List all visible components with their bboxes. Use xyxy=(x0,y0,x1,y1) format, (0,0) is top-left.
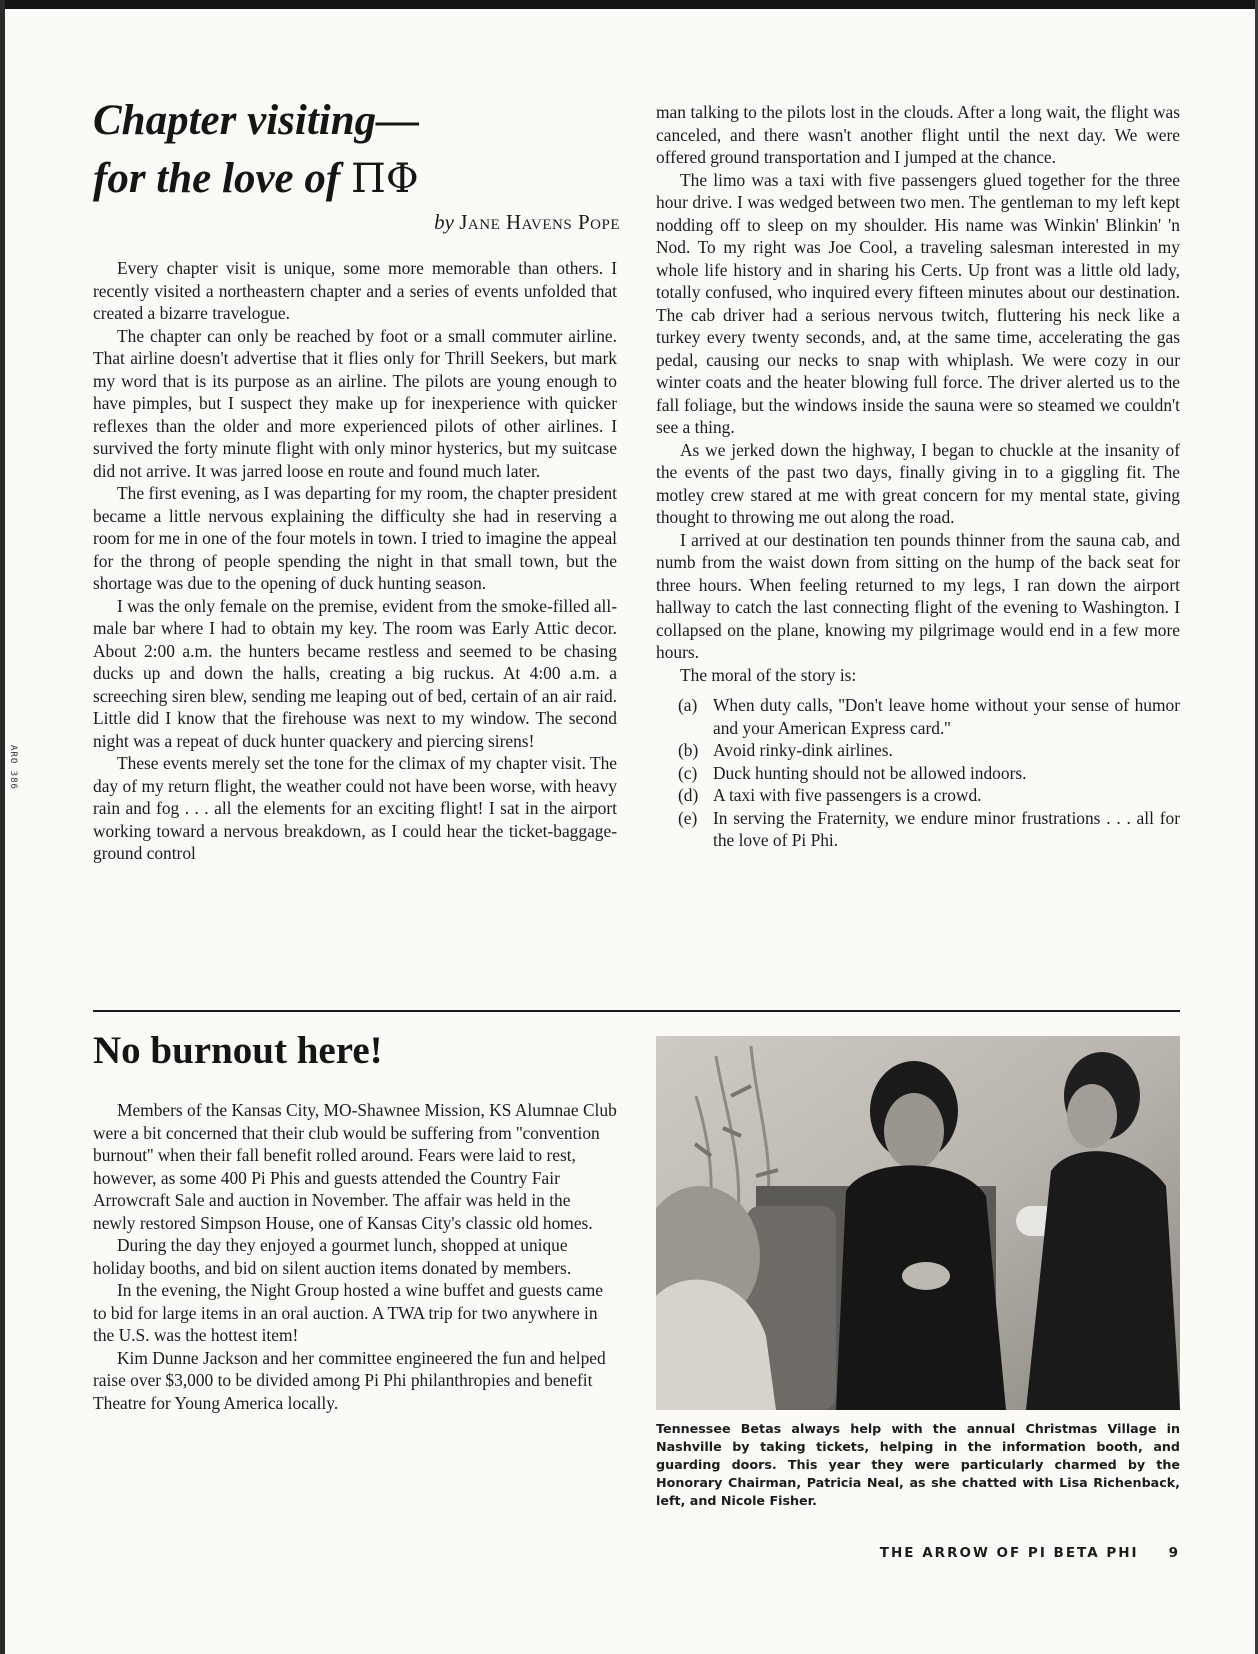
list-item-text: Avoid rinky-dink airlines. xyxy=(713,740,893,760)
list-item xyxy=(656,784,1180,807)
list-item xyxy=(656,739,1180,762)
paragraph: In the evening, the Night Group hosted a wine buffet and guests came to bid for large items in an oral auction. A TWA trip for two anywhere in the U.S. was the hottest item! xyxy=(93,1280,604,1345)
paragraph: During the day they enjoyed a gourmet lunch, shopped at unique holiday booths, and bid on silent auction items donated by members. xyxy=(93,1235,572,1278)
moral-list xyxy=(656,694,1180,852)
list-item xyxy=(656,694,1180,739)
list-item-label: (e) xyxy=(678,807,698,828)
title-line-1: Chapter visiting— xyxy=(93,97,420,144)
title-line-2: for the love of xyxy=(93,155,351,202)
paragraph: The chapter can only be reached by foot or a small commuter airline. That airline doesn't advertise that it flies only for Thrill Seekers, but mark my word that is its purpose as an airline. The pilots are young enough to have pimples, but I suspect they make up for inexperience with quicker reflexes than the older and more experienced pilots of other airlines. I survived the forty minute flight with only minor hysterics, but my suitcase did not arrive. It was jarred loose en route and found much later. xyxy=(93,325,617,481)
list-item-text: A taxi with five passengers is a crowd. xyxy=(713,785,982,805)
news-photo xyxy=(656,1036,1180,1410)
paragraph: The limo was a taxi with five passengers glued together for the three hour drive. I was wedged between two men. The gentleman to my left kept nodding off to sleep on my shoulder. His name was Winkin' Blinkin' 'n Nod. To my right was Joe Cool, a traveling salesman interested in my whole life history and in sharing his Certs. Up front was a little old lady, totally confused, who inquired every fifteen minutes about our destination. The cab driver had a serious nervous twitch, fluttering his neck like a turkey every twenty seconds, and, at the same time, accelerating the gas pedal, causing our necks to snap with whiplash. We were cozy in our winter coats and the heater blowing full force. The driver alerted us to the fall foliage, but the windows inside the sauna were so steamed we couldn't see a thing. xyxy=(656,169,1180,437)
paragraph: Every chapter visit is unique, some more memorable than others. I recently visited a northeastern chapter and a series of events unfolded that created a bizarre travelogue. xyxy=(93,258,617,323)
article-column-right xyxy=(656,101,1180,852)
moral-intro: The moral of the story is: xyxy=(680,664,857,685)
byline-by: by xyxy=(434,210,454,234)
paragraph: As we jerked down the highway, I began to chuckle at the insanity of the events of the past two days, finally giving in to a giggling fit. The motley crew stared at me with great concern for my mental state, giving thought to throwing me out along the road. xyxy=(656,439,1180,527)
paragraph: I was the only female on the premise, evident from the smoke-filled all-male bar where I had to obtain my key. The room was Early Attic decor. About 2:00 a.m. the hunters became restless and seemed to be chasing ducks up and down the halls, creating a big ruckus. At 4:00 a.m. a screeching siren blew, sending me leaping out of bed, certain of an air raid. Little did I know that the firehouse was next to my window. The second night was a repeat of duck hunter quackery and piercing sirens! xyxy=(93,595,617,751)
article-column-left xyxy=(93,257,617,865)
list-item-label: (b) xyxy=(678,740,699,760)
list-item-label: (a) xyxy=(678,695,698,715)
list-item-label: (c) xyxy=(678,762,698,783)
photo-illustration xyxy=(656,1036,1180,1410)
list-item-text: Duck hunting should not be allowed indoors. xyxy=(713,762,1027,783)
byline-author: Jane Havens Pope xyxy=(459,210,620,234)
list-item xyxy=(656,807,1180,852)
paragraph: I arrived at our destination ten pounds thinner from the sauna cab, and numb from the waist down from sitting on the hump of the back seat for three hours. When feeling returned to my legs, I ran down the airport hallway to catch the last connecting flight of the evening to Washington. I collapsed on the plane, knowing my pilgrimage would end in a few more hours. xyxy=(656,529,1180,662)
title-greek-letters: ΠΦ xyxy=(350,156,419,202)
paragraph: Kim Dunne Jackson and her committee engineered the fun and helped raise over $3,000 to be divided among Pi Phi philanthropies and benefit Theatre for Young America locally. xyxy=(93,1347,606,1413)
section-title: No burnout here! xyxy=(93,1029,383,1072)
paragraph: The first evening, as I was departing for my room, the chapter president became a little nervous explaining the difficulty she had in reserving a room for me in one of the four motels in town. I tried to imagine the appeal for the throng of people spending the night in that small town, but the shortage was due to the opening of duck hunting season. xyxy=(93,483,617,593)
list-item-text: When duty calls, ''Don't leave home without your sense of humor and your American Express card.'' xyxy=(713,695,1180,738)
publication-name: THE ARROW OF PI BETA PHI xyxy=(879,1545,1139,1561)
byline xyxy=(300,210,620,235)
paragraph: These events merely set the tone for the climax of my chapter visit. The day of my return flight, the weather could not have been worse, with heavy rain and fog . . . all the elements for an exciting flight! I sat in the airport working toward a nervous breakdown, as I could hear the ticket-baggage-ground control xyxy=(93,753,617,863)
page-number: 9 xyxy=(1168,1545,1180,1561)
article-title xyxy=(93,92,613,208)
section-divider xyxy=(93,1010,1180,1012)
list-item-label: (d) xyxy=(678,785,699,805)
scan-left-border xyxy=(0,0,5,1654)
paragraph: Members of the Kansas City, MO-Shawnee Mission, KS Alumnae Club were a bit concerned that their club would be suffering from ''convention burnout'' when their fall benefit rolled around. Fears were laid to rest, however, as some 400 Pi Phis and guests attended the Country Fair Arrowcraft Sale and auction in November. The affair was held in the newly restored Simpson House, one of Kansas City's classic old homes. xyxy=(93,1100,617,1233)
paragraph: man talking to the pilots lost in the clouds. After a long wait, the flight was canceled, and there wasn't another flight until the next day. We were offered ground transportation and I jumped at the chance. xyxy=(656,102,1180,167)
page-footer xyxy=(880,1545,1180,1561)
scan-top-border xyxy=(0,0,1258,9)
article-column-bottom xyxy=(93,1099,617,1414)
list-item-text: In serving the Fraternity, we endure minor frustrations . . . all for the love of Pi Phi. xyxy=(713,807,1180,850)
archive-side-mark: ARO 386 xyxy=(8,745,18,790)
photo-caption: Tennessee Betas always help with the annual Christmas Village in Nashville by taking tickets, helping in the information booth, and guarding doors. This year they were particularly charmed by the Honorary Chairman, Patricia Neal, as she chatted with Lisa Richenback, left, and Nicole Fisher. xyxy=(656,1421,1180,1508)
list-item xyxy=(656,762,1180,785)
